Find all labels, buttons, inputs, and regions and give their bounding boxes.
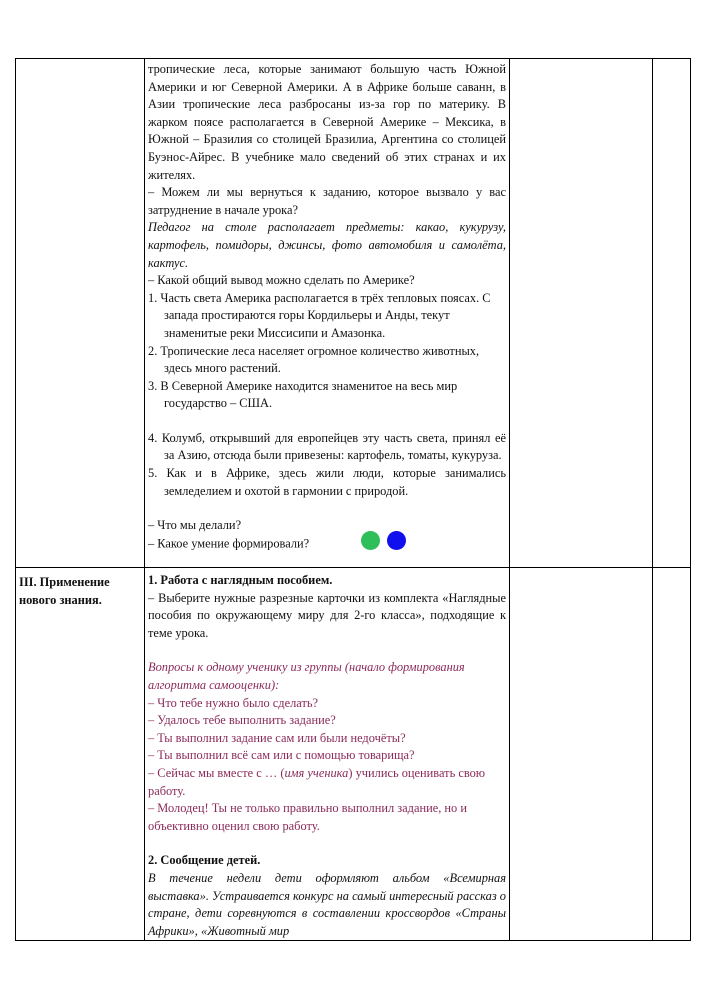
closing-question-row: [148, 535, 506, 554]
blue-circle-icon: [387, 531, 406, 550]
question-line: – Удалось тебе выполнить задание?: [148, 713, 336, 728]
teacher-note: Педагог на столе располагает предметы: какао, кукурузу, картофель, помидоры, джинсы, фото автомобиля и самолёта, кактус.: [148, 220, 506, 270]
closing-question: – Какое умение формировали?: [148, 536, 310, 551]
student-activity-cell: [510, 568, 653, 941]
lesson-plan-table: [15, 58, 691, 941]
question-line: – Ты выполнил всё сам или с помощью товарища?: [148, 748, 415, 763]
closing-question: – Что мы делали?: [148, 518, 242, 533]
body-paragraph: тропические леса, которые занимают большую часть Южной Америки и юг Северной Америки. А в Африке больше саванн, в Азии тропические леса разбросаны из-за гор по материку. В жарком поясе располагается в Северной Америке – Мексика, в Южной – Бразилия со столицей Бразилиа, Аргентина со столицей Буэнос-Айрес. В учебнике мало сведений об этих странах и их жителях.: [148, 62, 506, 182]
conclusion-item: 5. Как и в Африке, здесь жили люди, которые занимались земледелием и охотой в гармонии с природой.: [148, 466, 506, 498]
spacer: [148, 413, 506, 430]
task-title: 1. Работа с наглядным пособием.: [148, 573, 333, 587]
question-line: – Молодец! Ты не только правильно выполнил задание, но и объективно оценил свою работу.: [148, 801, 467, 833]
green-circle-icon: [361, 531, 380, 550]
question-part: ) учились оценивать свою работу.: [148, 765, 486, 798]
conclusion-item: 4. Колумб, открывший для европейцев эту часть света, принял её за Азию, отсюда были привезены: картофель, томаты, кукуруза.: [148, 430, 506, 463]
question-line: – Что тебе нужно было сделать?: [148, 695, 319, 710]
table-row: [16, 59, 691, 568]
notes-cell: [653, 59, 691, 568]
spacer: [148, 500, 506, 517]
stage-label: III. Применение нового знания.: [19, 575, 110, 607]
task-title: 2. Сообщение детей.: [148, 853, 261, 868]
question-line: [148, 765, 506, 800]
notes-cell: [653, 568, 691, 941]
question-line: – Какой общий вывод можно сделать по Америке?: [148, 273, 415, 288]
questions-intro: Вопросы к одному ученику из группы (начало формирования алгоритма самооценки):: [148, 660, 465, 692]
question-line: – Ты выполнил задание сам или были недочёты?: [148, 730, 406, 745]
stage-cell: [16, 59, 145, 568]
table-row: [16, 568, 691, 941]
teacher-activity-cell: [145, 568, 510, 941]
task-text: – Выберите нужные разрезные карточки из комплекта «Наглядные пособия по окружающему миру для 2-го класса», подходящие к теме урока.: [148, 590, 506, 640]
conclusion-item: 1. Часть света Америка располагается в трёх тепловых поясах. С запада простираются горы Кордильеры и Анды, текут знаменитые реки Миссисипи и Амазонка.: [148, 290, 491, 340]
spacer: [148, 642, 506, 659]
status-dots: [361, 531, 413, 550]
stage-cell: [16, 568, 145, 941]
student-activity-cell: [510, 59, 653, 568]
spacer: [148, 835, 506, 852]
task-text: В течение недели дети оформляют альбом «Всемирная выставка». Устраивается конкурс на самый интересный рассказ о стране, дети соревнуются в составлении кроссвордов «Страны Африки», «Животный мир: [148, 870, 506, 938]
student-name-placeholder: имя ученика: [284, 765, 349, 780]
question-part: – Сейчас мы вместе с … (: [148, 765, 285, 780]
teacher-activity-cell: [145, 59, 510, 568]
conclusion-item: 2. Тропические леса населяет огромное количество животных, здесь много растений.: [148, 343, 480, 376]
question-line: – Можем ли мы вернуться к заданию, которое вызвало у вас затруднение в начале урока?: [148, 185, 506, 217]
conclusion-item: 3. В Северной Америке находится знаменитое на весь мир государство – США.: [148, 378, 458, 411]
